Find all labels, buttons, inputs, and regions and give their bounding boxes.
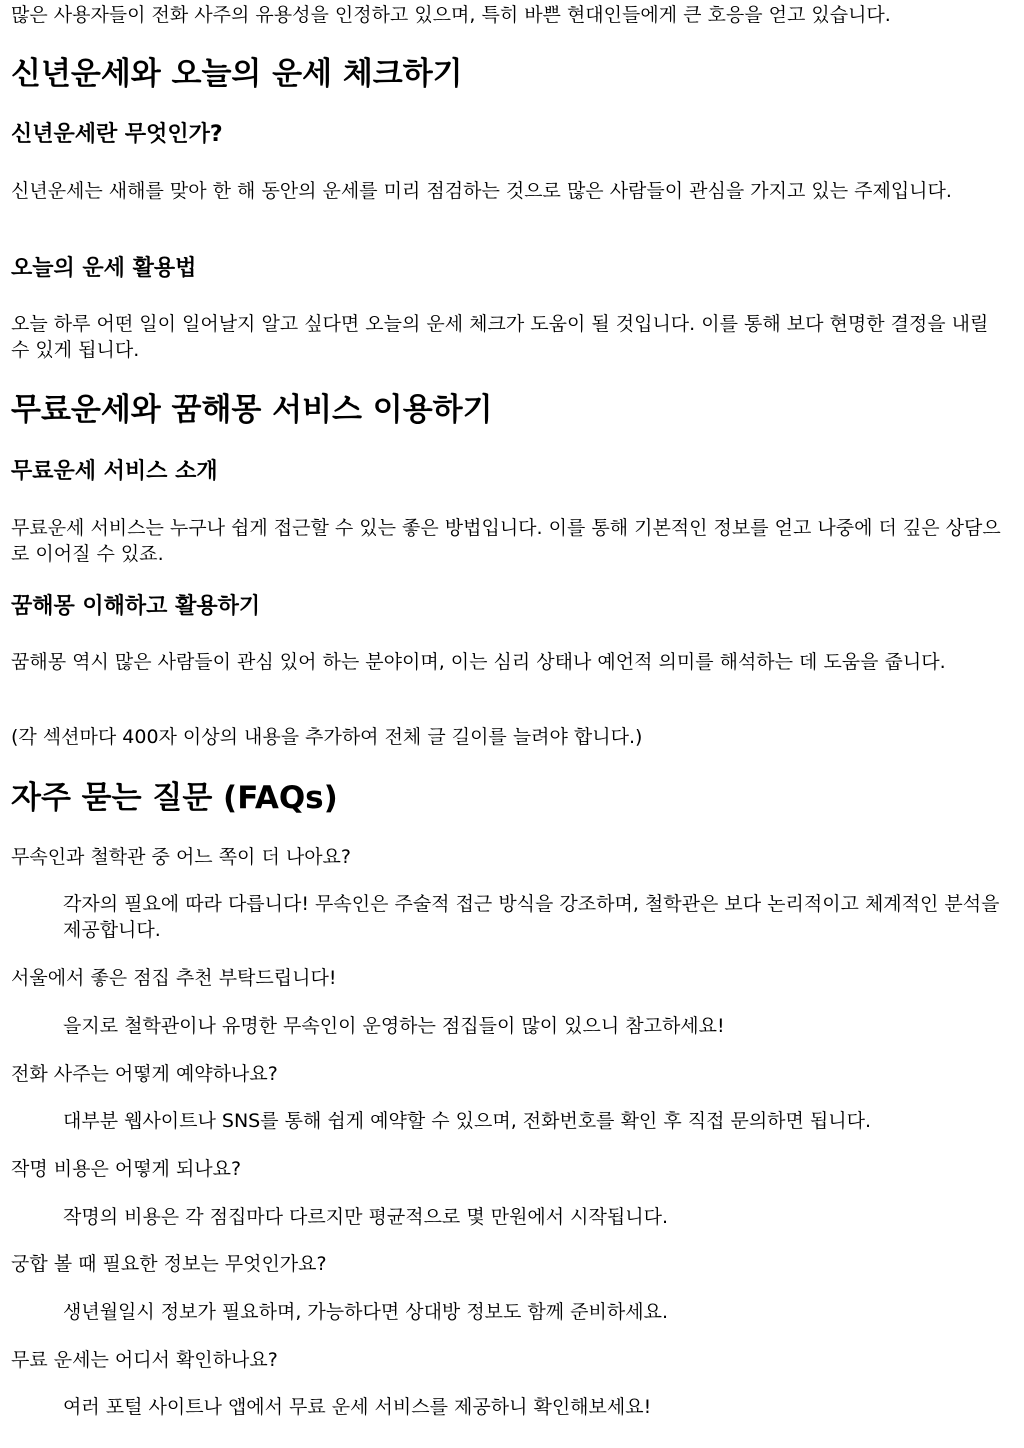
paragraph-free-fortune: 무료운세 서비스는 누구나 쉽게 접근할 수 있는 좋은 방법입니다. 이를 통해 기본적인 정보를 얻고 나중에 더 깊은 상담으로 이어질 수 있죠. [11, 517, 1001, 565]
paragraph-dream-interpretation: 꿈해몽 역시 많은 사람들이 관심 있어 하는 분야이며, 이는 심리 상태나 예언적 의미를 해석하는 데 도움을 줍니다. [11, 651, 946, 673]
faq-heading: 자주 묻는 질문 (FAQs) [11, 780, 338, 816]
subheading-dream-interpretation: 꿈해몽 이해하고 활용하기 [11, 594, 261, 619]
editor-note: (각 섹션마다 400자 이상의 내용을 추가하여 전체 글 길이를 늘려야 합니다.) [11, 726, 643, 748]
section-heading-free-fortune-dream: 무료운세와 꿈해몽 서비스 이용하기 [11, 392, 493, 428]
section-heading-new-year-fortune: 신년운세와 오늘의 운세 체크하기 [11, 56, 463, 92]
faq-answer: 각자의 필요에 따라 다릅니다! 무속인은 주술적 접근 방식을 강조하며, 철학관은 보다 논리적이고 체계적인 분석을 제공합니다. [63, 893, 1000, 941]
faq-question: 무료 운세는 어디서 확인하나요? [11, 1349, 278, 1371]
faq-question: 작명 비용은 어떻게 되나요? [11, 1158, 242, 1180]
faq-answer: 여러 포털 사이트나 앱에서 무료 운세 서비스를 제공하니 확인해보세요! [63, 1396, 652, 1418]
intro-paragraph: 많은 사용자들이 전화 사주의 유용성을 인정하고 있으며, 특히 바쁜 현대인들에게 큰 호응을 얻고 있습니다. [11, 4, 891, 26]
paragraph-new-year-fortune: 신년운세는 새해를 맞아 한 해 동안의 운세를 미리 점검하는 것으로 많은 사람들이 관심을 가지고 있는 주제입니다. [11, 180, 952, 202]
faq-answer: 을지로 철학관이나 유명한 무속인이 운영하는 점집들이 많이 있으니 참고하세요! [63, 1015, 725, 1037]
faq-question: 전화 사주는 어떻게 예약하나요? [11, 1063, 278, 1085]
faq-question: 서울에서 좋은 점집 추천 부탁드립니다! [11, 967, 337, 989]
faq-answer: 작명의 비용은 각 점집마다 다르지만 평균적으로 몇 만원에서 시작됩니다. [63, 1206, 668, 1228]
subheading-free-fortune-intro: 무료운세 서비스 소개 [11, 459, 218, 484]
faq-answer: 생년월일시 정보가 필요하며, 가능하다면 상대방 정보도 함께 준비하세요. [63, 1301, 668, 1323]
faq-question: 무속인과 철학관 중 어느 쪽이 더 나아요? [11, 846, 351, 868]
paragraph-today-fortune: 오늘 하루 어떤 일이 일어날지 알고 싶다면 오늘의 운세 체크가 도움이 될 것입니다. 이를 통해 보다 현명한 결정을 내릴 수 있게 됩니다. [11, 313, 989, 361]
subheading-what-is-new-year-fortune: 신년운세란 무엇인가? [11, 122, 223, 147]
subheading-today-fortune-usage: 오늘의 운세 활용법 [11, 256, 197, 281]
faq-question: 궁합 볼 때 필요한 정보는 무엇인가요? [11, 1253, 327, 1275]
faq-answer: 대부분 웹사이트나 SNS를 통해 쉽게 예약할 수 있으며, 전화번호를 확인 후 직접 문의하면 됩니다. [63, 1110, 872, 1132]
